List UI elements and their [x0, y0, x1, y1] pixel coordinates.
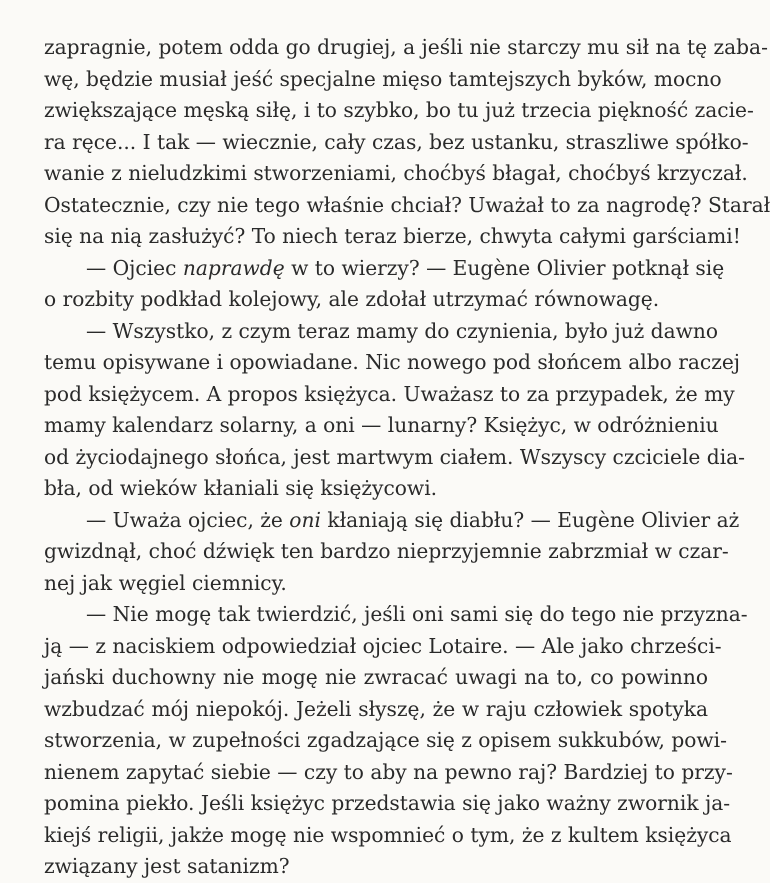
text-line: od życiodajnego słońca, jest martwym ciałem. Wszyscy czciciele dia-	[44, 444, 746, 469]
text-line: ra ręce... I tak — wiecznie, cały czas, bez ustanku, straszliwe spółko-	[44, 129, 749, 154]
text-line: kiejś religii, jakże mogę nie wspomnieć o tym, że z kultem księżyca	[44, 822, 732, 847]
text-line: zapragnie, potem odda go drugiej, a jeśli nie starczy mu sił na tę zaba-	[44, 35, 768, 59]
text-line: pod księżycem. A propos księżyca. Uważasz to za przypadek, że my	[44, 381, 735, 406]
text-line: o rozbity podkład kolejowy, ale zdołał utrzymać równowagę.	[44, 287, 660, 311]
text-line: — Nie mogę tak twierdzić, jeśli oni sami się do tego nie przyzna-	[86, 602, 748, 626]
text-line: wanie z nieludzkimi stworzeniami, choćbyś błagał, choćbyś krzyczał.	[44, 161, 748, 185]
text-line: gwizdnął, choć dźwięk ten bardzo nieprzyjemnie zabrzmiał w czar-	[44, 539, 729, 563]
text-line: ją — z naciskiem odpowiedział ojciec Lotaire. — Ale jako chrześci-	[44, 633, 722, 658]
text-line: związany jest satanizm?	[44, 854, 290, 878]
page-text	[44, 32, 770, 883]
text-line: — Ojciec naprawdę w to wierzy? — Eugène Olivier potknął się	[86, 255, 725, 280]
text-line: stworzenia, w zupełności zgadzające się z opisem sukkubów, powi-	[44, 728, 727, 752]
text-line: jański duchowny nie mogę nie zwracać uwagi na to, co powinno	[44, 665, 708, 689]
text-line: się na nią zasłużyć? To niech teraz bierze, chwyta całymi garściami!	[44, 224, 741, 248]
text-line: pomina piekło. Jeśli księżyc przedstawia się jako ważny zwornik ja-	[44, 791, 731, 815]
text-line: nienem zapytać siebie — czy to aby na pewno raj? Bardziej to przy-	[44, 759, 733, 784]
text-line: wzbudzać mój niepokój. Jeżeli słyszę, że w raju człowiek spotyka	[44, 696, 708, 721]
text-line: mamy kalendarz solarny, a oni — lunarny? Księżyc, w odróżnieniu	[44, 413, 719, 437]
text-line: nej jak węgiel ciemnicy.	[44, 570, 287, 595]
text-line: wę, będzie musiał jeść specjalne mięso tamtejszych byków, mocno	[44, 66, 722, 91]
text-line: temu opisywane i opowiadane. Nic nowego pod słońcem albo raczej	[44, 350, 741, 374]
text-line: — Wszystko, z czym teraz mamy do czynienia, było już dawno	[86, 318, 719, 343]
text-line: Ostatecznie, czy nie tego właśnie chciał? Uważał to za nagrodę? Starał	[44, 192, 770, 217]
text-line: bła, od wieków kłaniali się księżycowi.	[44, 476, 438, 500]
text-line: — Uważa ojciec, że oni kłaniają się diabłu? — Eugène Olivier aż	[86, 507, 740, 532]
text-line: zwiększające męską siłę, i to szybko, bo tu już trzecia piękność zacie-	[44, 98, 754, 122]
